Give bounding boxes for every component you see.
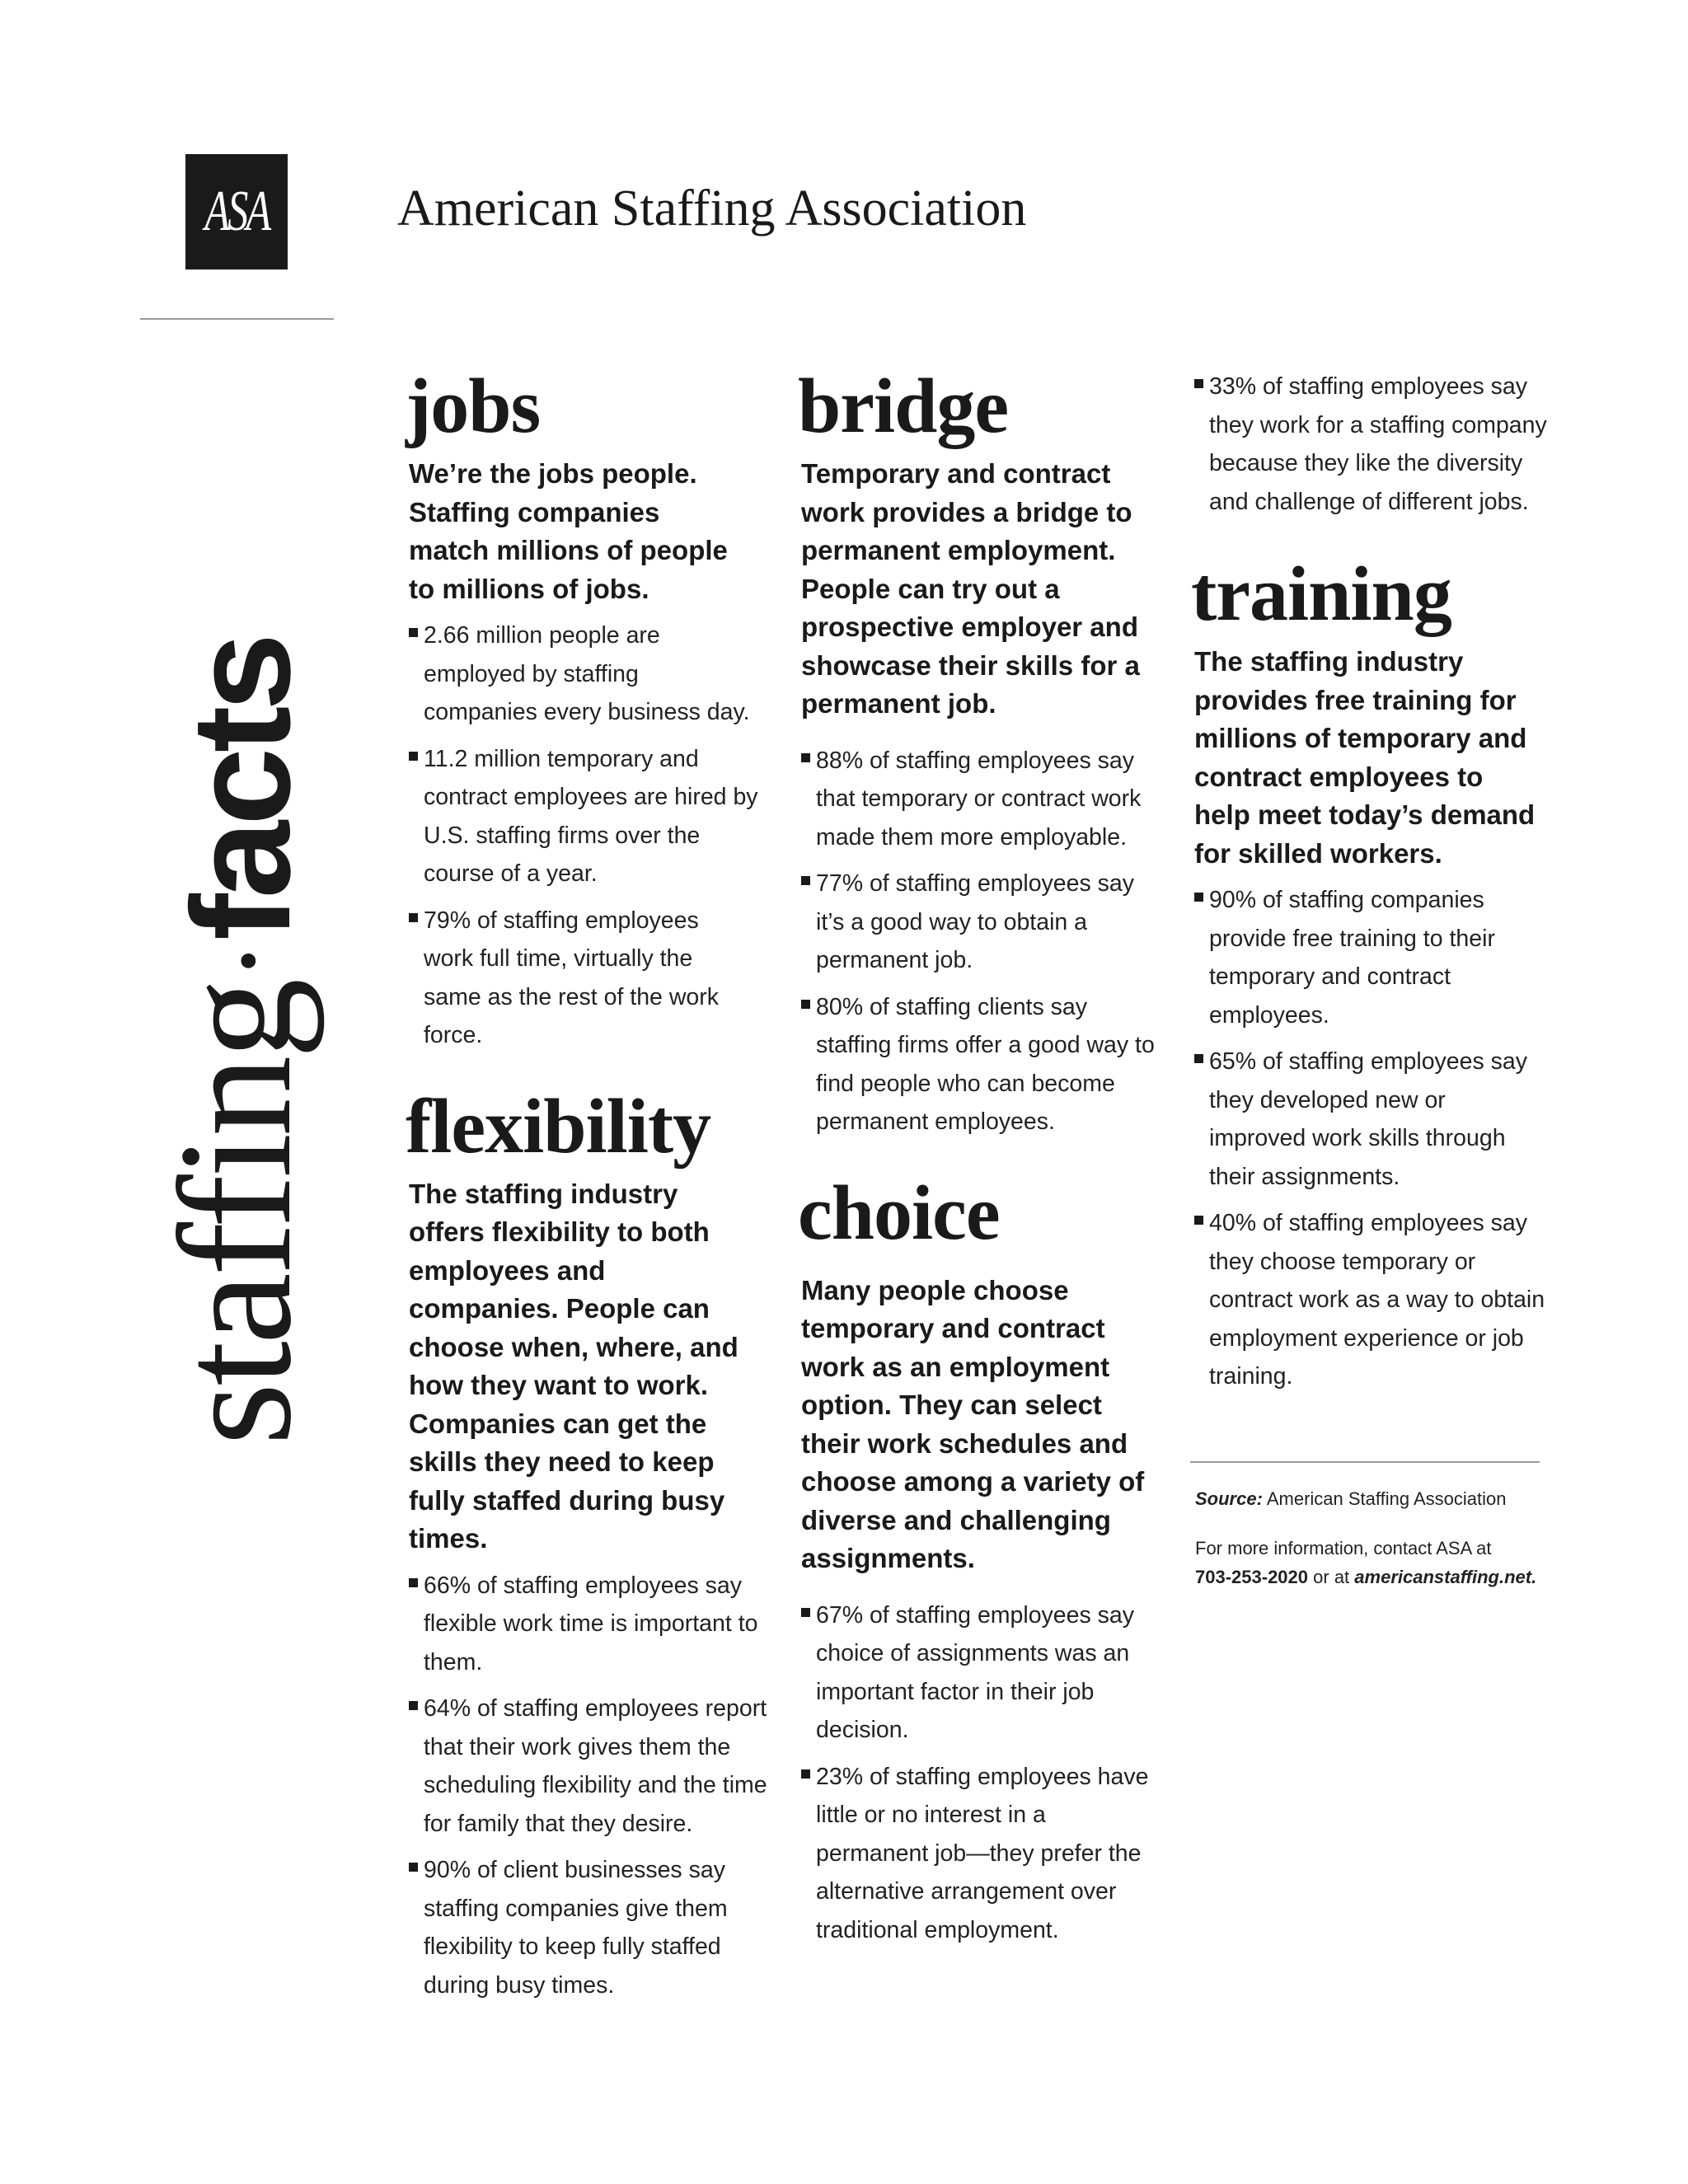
list-item bbox=[406, 1690, 770, 1843]
bullet-text: 40% of staffing employees say they choose temporary or contract work as a way to obtain employment experience or job training. bbox=[1209, 1210, 1545, 1390]
bullet-text: 77% of staffing employees say it’s a good way to obtain a permanent job. bbox=[816, 870, 1135, 973]
list-item bbox=[798, 988, 1162, 1141]
section-intro: Temporary and contract work provides a bridge to permanent employment. People can try out a prospective employer and showcase their skills for a permanent job. bbox=[801, 458, 1140, 719]
bullet-text: 79% of staffing employees work full time, virtually the same as the rest of the work force. bbox=[424, 907, 719, 1048]
title-dot: · bbox=[180, 940, 316, 982]
or-text: or at bbox=[1313, 1567, 1350, 1587]
list-item bbox=[406, 1851, 762, 2004]
phone-number: 703-253-2020 bbox=[1195, 1567, 1309, 1587]
bullet-text: 65% of staffing employees say they developed new or improved work skills through their assignments. bbox=[1209, 1048, 1528, 1190]
section-heading: jobs bbox=[406, 363, 541, 449]
section-choice bbox=[798, 1169, 1160, 1950]
vertical-title bbox=[146, 637, 325, 1446]
source-label: Source: bbox=[1195, 1488, 1263, 1509]
title-word-facts: facts bbox=[163, 637, 320, 940]
section-flexibility bbox=[406, 1083, 768, 2005]
section-intro: Many people choose temporary and contract work as an employment option. They can select their work schedules and choose among a variety of diverse and challenging assignments. bbox=[801, 1274, 1145, 1573]
bullet-list bbox=[406, 616, 768, 1055]
bullet-list bbox=[1191, 368, 1545, 521]
bullet-text: 67% of staffing employees say choice of assignments was an important factor in their job decision. bbox=[816, 1601, 1135, 1743]
list-item bbox=[406, 616, 753, 732]
divider bbox=[140, 318, 334, 320]
list-item bbox=[1191, 881, 1547, 1034]
section-intro: The staffing industry offers flexibility to both employees and companies. People can choose when, where, and how they want to work. Companies can get the skills they need to keep fully staffed during busy times. bbox=[409, 1178, 738, 1554]
list-item bbox=[798, 865, 1154, 980]
logo-text: ASA bbox=[204, 180, 270, 243]
bullet-text: 90% of client businesses say staffing companies give them flexibility to keep fully staffed during busy times. bbox=[424, 1857, 728, 1999]
bullet-text: 2.66 million people are employed by staffing companies every business day. bbox=[424, 622, 750, 725]
list-item bbox=[1191, 1043, 1547, 1196]
section-heading: choice bbox=[798, 1169, 1000, 1256]
divider bbox=[1190, 1461, 1540, 1463]
section-intro: The staffing industry provides free training for millions of temporary and contract employees to help meet today’s demand for skilled workers. bbox=[1194, 646, 1536, 869]
list-item bbox=[798, 1596, 1154, 1750]
section-heading: flexibility bbox=[406, 1083, 711, 1169]
column-2 bbox=[798, 363, 1160, 1957]
list-item bbox=[406, 1567, 762, 1682]
list-item bbox=[406, 740, 762, 893]
bullet-text: 11.2 million temporary and contract employees are hired by U.S. staffing firms over the course of a year. bbox=[424, 745, 758, 887]
organization-name: American Staffing Association bbox=[397, 180, 1027, 237]
bullet-text: 88% of staffing employees say that temporary or contract work made them more employable. bbox=[816, 747, 1142, 851]
section-training bbox=[1191, 551, 1545, 1396]
bullet-list bbox=[798, 1596, 1160, 1950]
source-text: American Staffing Association bbox=[1266, 1488, 1507, 1509]
bullet-list bbox=[406, 1567, 768, 2005]
section-heading: bridge bbox=[798, 363, 1009, 449]
bullet-text: 64% of staffing employees report that their work gives them the scheduling flexibility and the time for family that they desire. bbox=[424, 1695, 767, 1837]
bullet-list bbox=[798, 742, 1160, 1141]
section-heading: training bbox=[1191, 551, 1451, 637]
bullet-text: 33% of staffing employees say they work for a staffing company because they like the diversity and challenge of different jobs. bbox=[1209, 373, 1547, 515]
column-3 bbox=[1191, 368, 1545, 1404]
bullet-text: 90% of staffing companies provide free training to their temporary and contract employees. bbox=[1209, 887, 1495, 1029]
section-bridge bbox=[798, 363, 1160, 1141]
title-word-staffing: staffing bbox=[146, 981, 325, 1446]
contact-text: For more information, contact ASA at bbox=[1195, 1538, 1492, 1558]
list-item bbox=[1191, 368, 1547, 521]
bullet-text: 80% of staffing clients say staffing firms offer a good way to find people who can become permanent employees. bbox=[816, 993, 1155, 1135]
column-1 bbox=[406, 363, 768, 2013]
source-note bbox=[1195, 1488, 1506, 1510]
list-item bbox=[798, 1758, 1154, 1950]
list-item bbox=[798, 742, 1154, 857]
section-jobs bbox=[406, 363, 768, 1055]
bullet-text: 66% of staffing employees say flexible work time is important to them. bbox=[424, 1572, 758, 1675]
bullet-text: 23% of staffing employees have little or no interest in a permanent job—they prefer the alternative arrangement over traditional employment. bbox=[816, 1763, 1149, 1943]
section-intro: We’re the jobs people. Staffing companies match millions of people to millions of jobs. bbox=[409, 458, 728, 604]
website-link[interactable]: americanstaffing.net. bbox=[1354, 1567, 1537, 1587]
bullet-list bbox=[1191, 881, 1545, 1396]
list-item bbox=[1191, 1204, 1547, 1396]
list-item bbox=[406, 902, 753, 1055]
asa-logo bbox=[185, 154, 288, 269]
contact-info bbox=[1195, 1534, 1536, 1591]
